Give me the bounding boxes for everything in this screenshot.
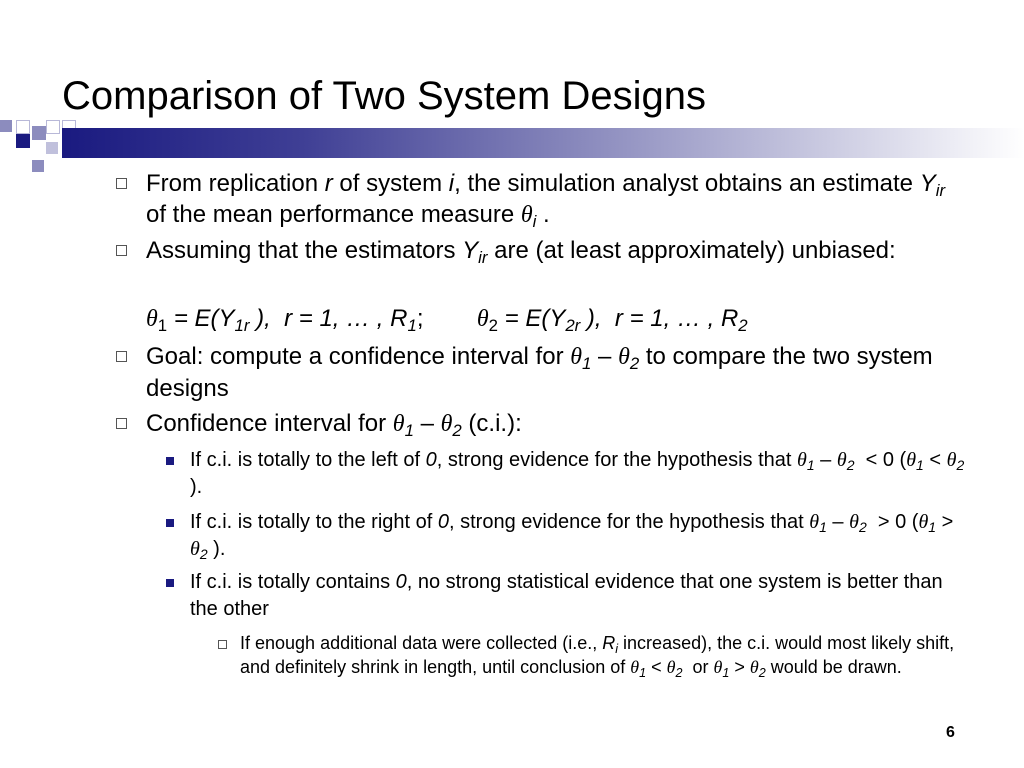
bullet-text: If enough additional data were collected (i.e., $R_i$ increased), the c.i. would most likely shift, and definitely shrink in length, until conclusion of $\theta_1 < \theta_2$ or $\theta_1 > \theta_2$ would be drawn. — [240, 633, 955, 680]
deco-square — [32, 126, 46, 140]
deco-square — [46, 142, 58, 154]
deco-square — [0, 120, 12, 132]
deco-square — [16, 134, 30, 148]
bullet-text: Confidence interval for $\theta_1 - \theta_2$ (c.i.): — [146, 410, 522, 441]
title-gradient-bar — [62, 128, 1024, 158]
bullet-icon — [166, 579, 174, 587]
bullet-icon — [116, 245, 127, 256]
bullet-icon — [116, 178, 127, 189]
bullet-text: Goal: compute a confidence interval for $\theta_1 - \theta_2$ to compare the two system designs — [146, 343, 933, 402]
deco-square — [32, 160, 44, 172]
deco-square — [16, 120, 30, 134]
bullet-text: From replication r of system i, the simulation analyst obtains an estimate $Y_{ir}$ of the mean performance measure $\theta_i$ . — [146, 170, 946, 232]
bullet-icon — [116, 418, 127, 429]
bullet-text: Assuming that the estimators $Y_{ir}$ are (at least approximately) unbiased: — [146, 237, 896, 268]
bullet-text: If c.i. is totally to the right of 0, strong evidence for the hypothesis that $\theta_1 - \theta_2 > 0$ ($\theta_1 > \theta_2$ ). — [190, 511, 954, 563]
bullet-text: If c.i. is totally to the left of 0, strong evidence for the hypothesis that $\theta_1 - \theta_2 < 0$ ($\theta_1 < \theta_2$ ). — [190, 449, 965, 498]
page-number: 6 — [946, 724, 955, 741]
bullet-text: If c.i. is totally contains 0, no strong statistical evidence that one system is better than the other — [190, 571, 943, 620]
bullet-icon — [166, 457, 174, 465]
slide-title: Comparison of Two System Designs — [62, 74, 706, 118]
bullet-icon — [218, 640, 227, 649]
equation-line: $\theta_1 = E(Y_{1r}$ ), r = 1, … , $R_1$; $\theta_2 = E(Y_{2r}$ ), r = 1, … , $R_2$ — [146, 305, 748, 336]
bullet-icon — [116, 351, 127, 362]
deco-square — [46, 120, 60, 134]
bullet-icon — [166, 519, 174, 527]
